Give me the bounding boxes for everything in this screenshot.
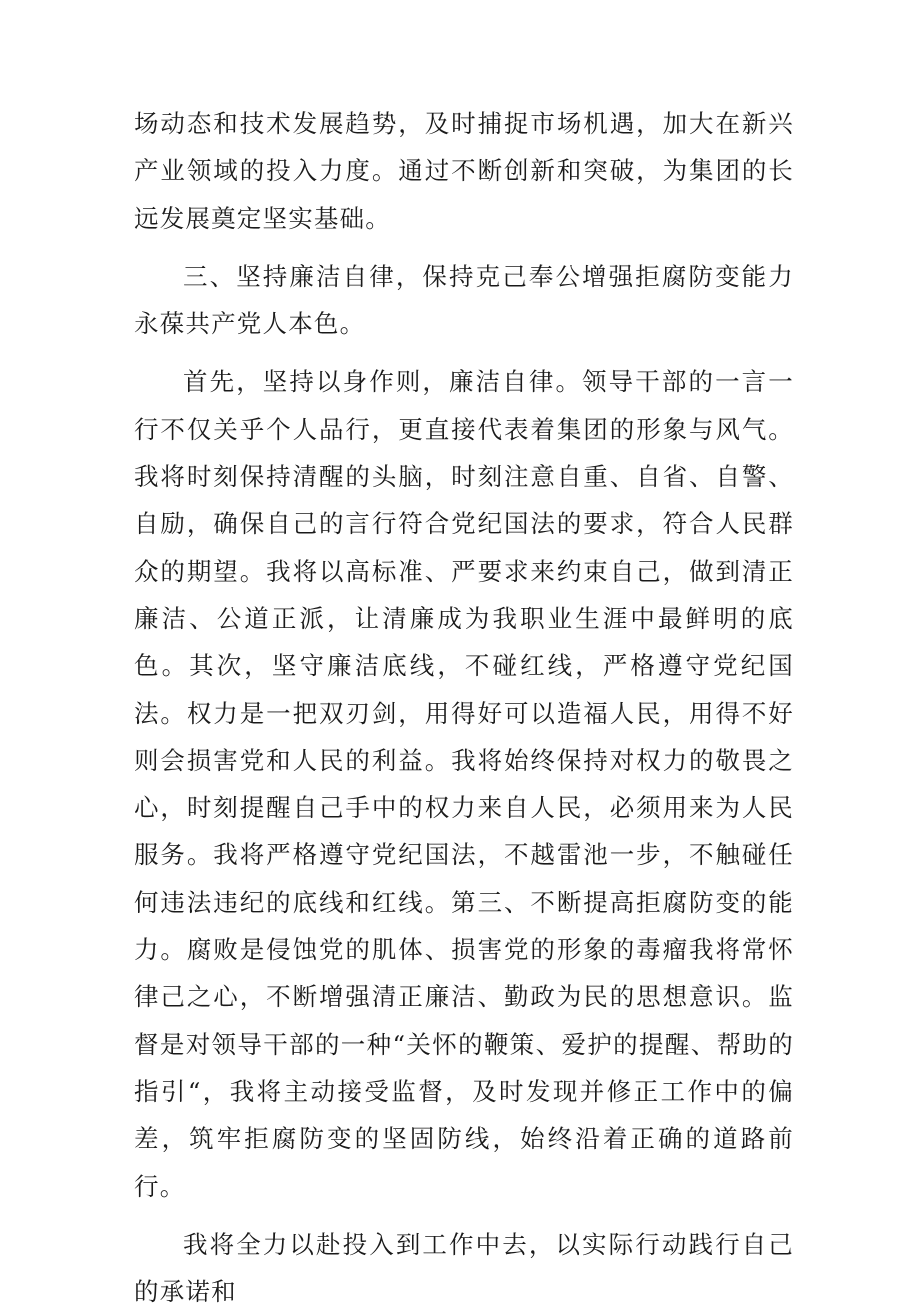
paragraph-integrity: 首先，坚持以身作则，廉洁自律。领导干部的一言一行不仅关乎个人品行，更直接代表着集团的形象与风气。我将时刻保持清醒的头脑，时刻注意自重、自省、自警、自励，确保自己的言行符合党纪国法的要求，符合人民群众的期望。我将以高标准、严要求来约束自己，做到清正廉洁、公道正派，让清廉成为我职业生涯中最鲜明的底色。其次，坚守廉洁底线，不碰红线，严格遵守党纪国法。权力是一把双刃剑，用得好可以造福人民，用得不好则会损害党和人民的利益。我将始终保持对权力的敬畏之心，时刻提醒自己手中的权力来自人民，必须用来为人民服务。我将严格遵守党纪国法，不越雷池一步，不触碰任何违法违纪的底线和红线。第三、不断提高拒腐防变的能力。腐败是侵蚀党的肌体、损害党的形象的毒瘤我将常怀律己之心，不断增强清正廉洁、勤政为民的思想意识。监督是对领导干部的一种“关怀的鞭策、爱护的提醒、帮助的指引“，我将主动接受监督，及时发现并修正工作中的偏差，筑牢拒腐防变的坚固防线，始终沿着正确的道路前行。 — [134, 367, 794, 1201]
paragraph-continued: 场动态和技术发展趋势，及时捕捉市场机遇，加大在新兴产业领域的投入力度。通过不断创新和突破，为集团的长远发展奠定坚实基础。 — [134, 109, 794, 233]
paragraph-commitment: 我将全力以赴投入到工作中去，以实际行动践行自己的承诺和 — [134, 1229, 794, 1307]
document-body — [134, 100, 794, 1315]
section-heading-three: 三、坚持廉洁自律，保持克己奉公增强拒腐防变能力永葆共产党人本色。 — [134, 261, 794, 339]
